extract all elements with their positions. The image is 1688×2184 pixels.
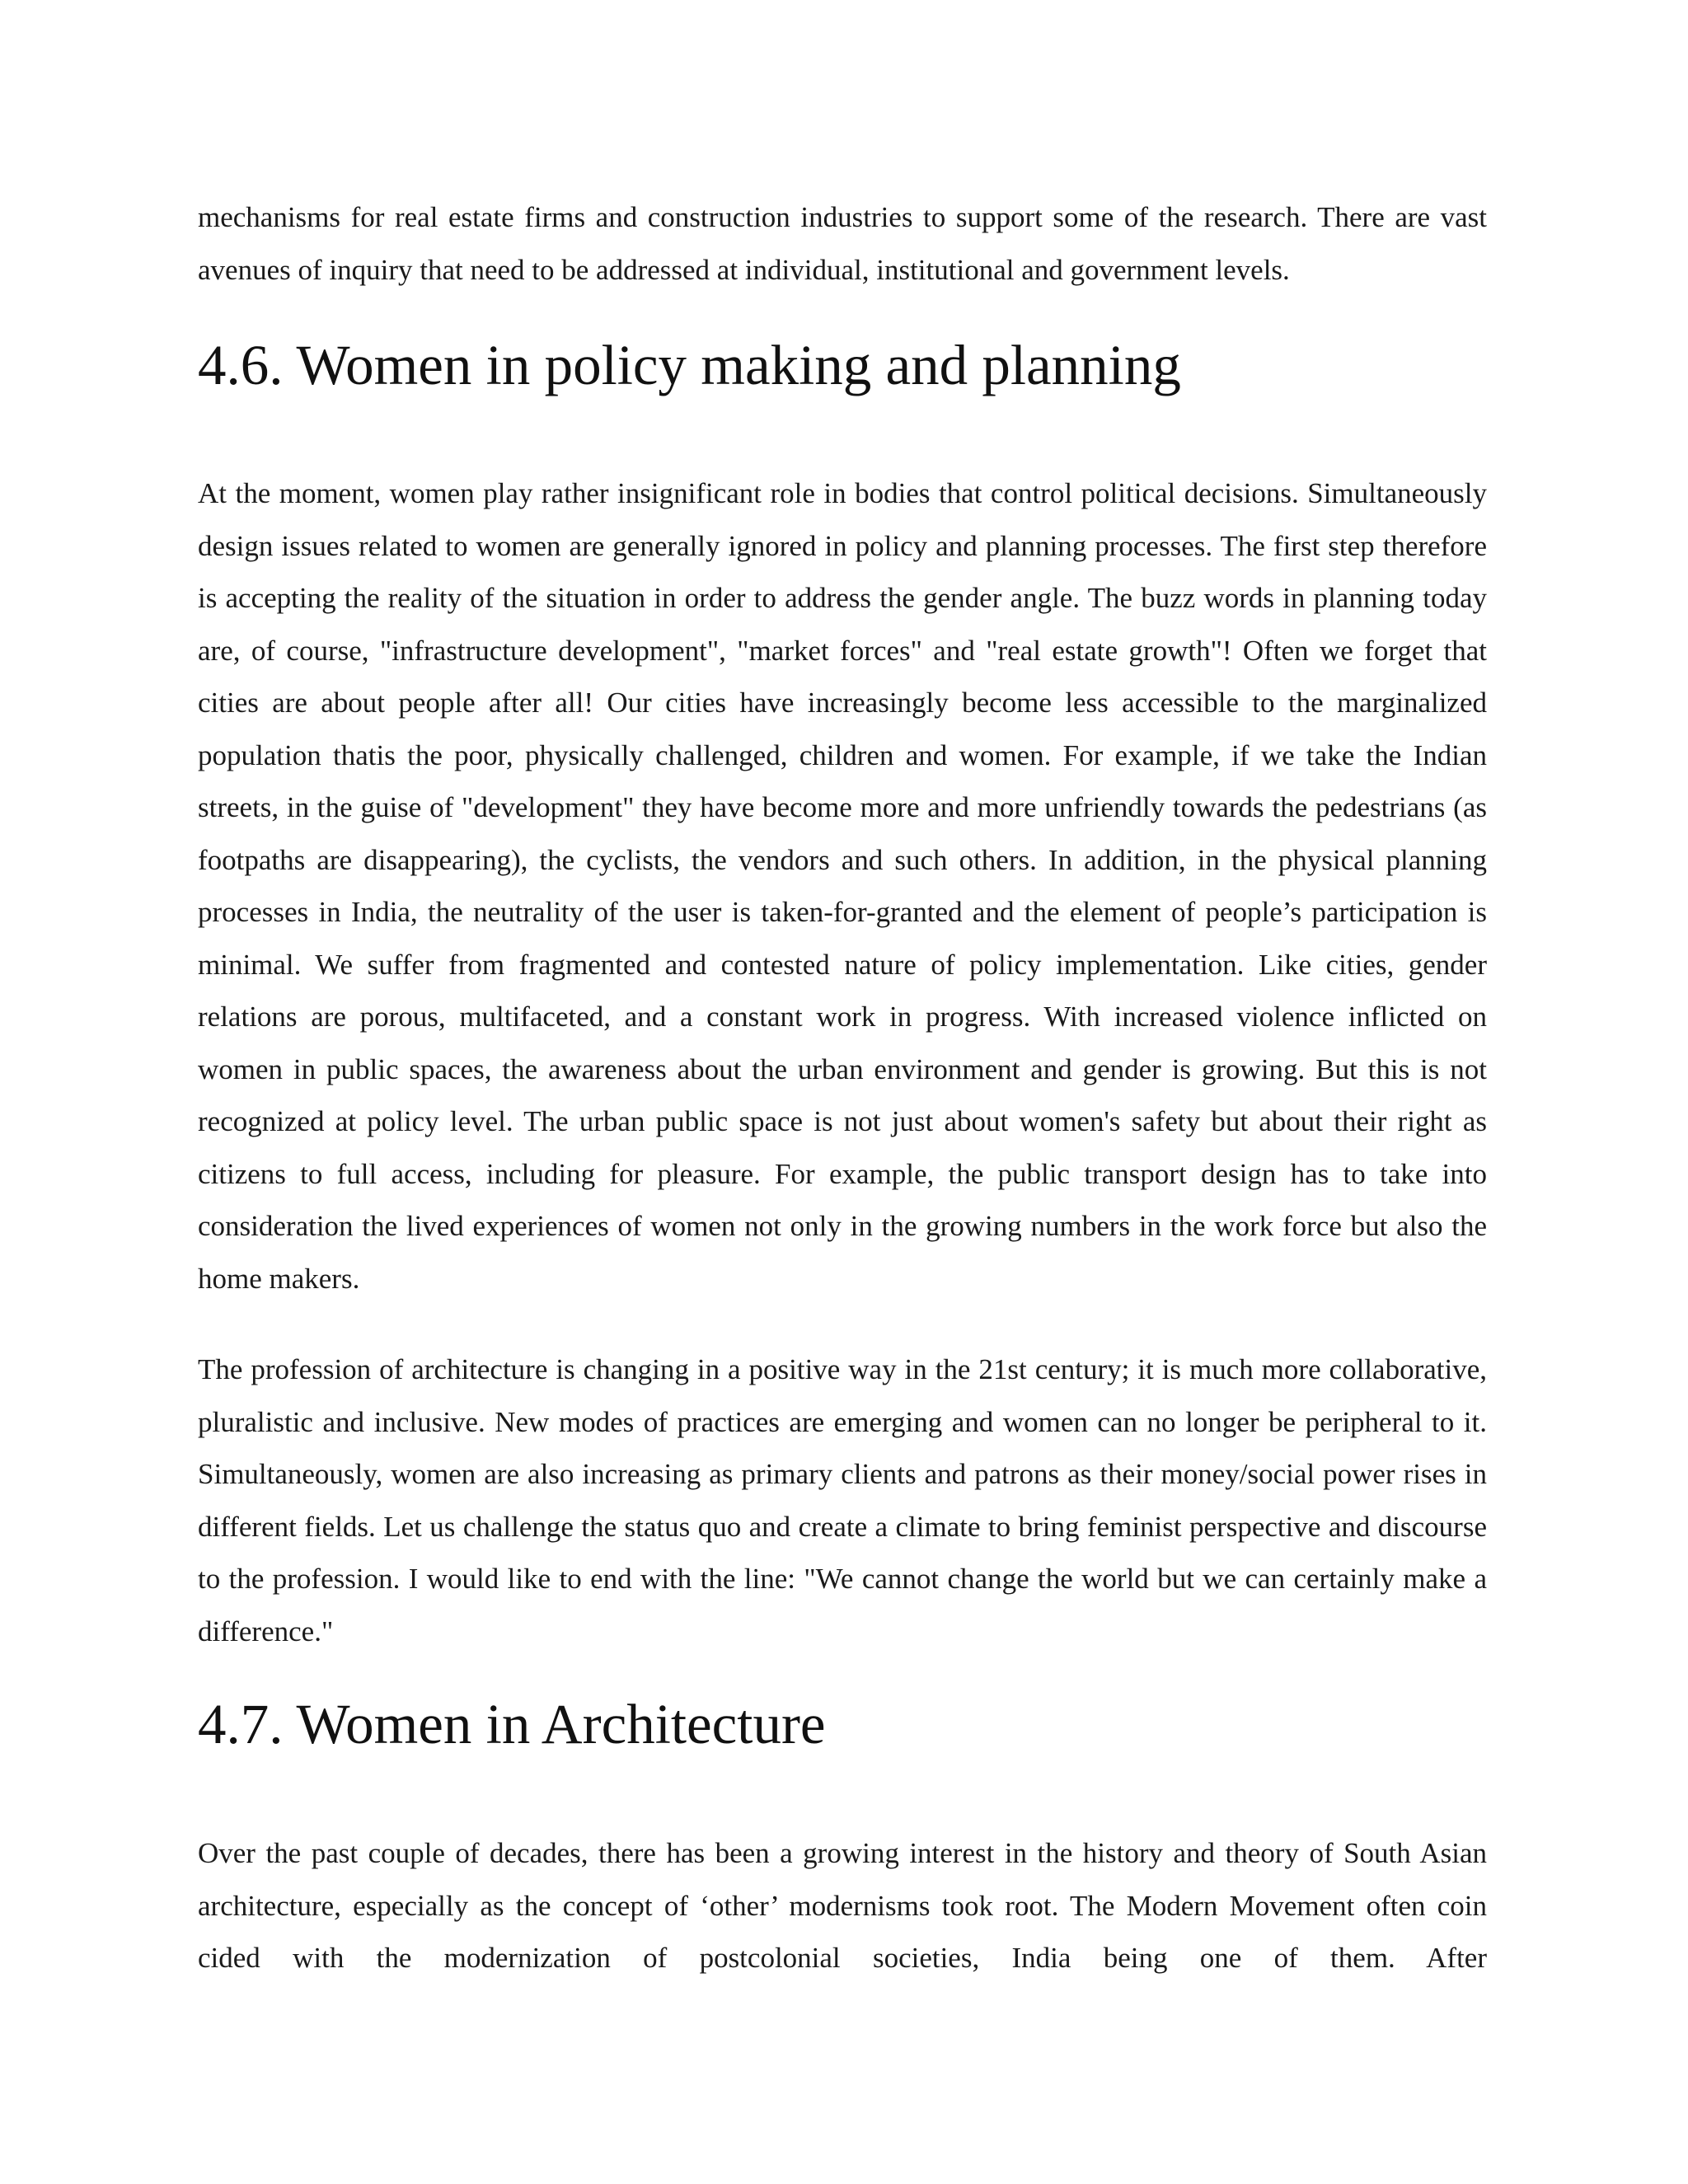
document-page [198, 191, 1487, 1985]
section-4-7-paragraph-1: Over the past couple of decades, there has been a growing interest in the history and theory of South Asian architecture, especially as the concept of ‘other’ modernisms took root. The Modern Movement often coin cided with the modernization of postcolonial societies, India being one of them. After [198, 1837, 1487, 1974]
section-heading-4-6: 4.6. Women in policy making and planning [198, 334, 1181, 396]
intro-paragraph: mechanisms for real estate firms and construction industries to support some of the research. There are vast avenues of inquiry that need to be addressed at individual, institutional and government levels. [198, 201, 1487, 286]
section-4-6-paragraph-1: At the moment, women play rather insignificant role in bodies that control political decisions. Simultaneously design issues related to women are generally ignored in policy and planning processes. The first step therefore is accepting the reality of the situation in order to address the gender angle. The buzz words in planning today are, of course, "infrastructure development", "market forces" and "real estate growth"! Often we forget that cities are about people after all! Our cities have increasingly become less accessible to the marginalized population thatis the poor, physically challenged, children and women. For example, if we take the Indian streets, in the guise of "development" they have become more and more unfriendly towards the pedestrians (as footpaths are disappearing), the cyclists, the vendors and such others. In addition, in the physical planning processes in India, the neutrality of the user is taken-for-granted and the element of people’s participation is minimal. We suffer from fragmented and contested nature of policy implementation. Like cities, gender relations are porous, multifaceted, and a constant work in progress. With increased violence inflicted on women in public spaces, the awareness about the urban environment and gender is growing. But this is not recognized at policy level. The urban public space is not just about women's safety but about their right as citizens to full access, including for pleasure. For example, the public transport design has to take into consideration the lived experiences of women not only in the growing numbers in the work force but also the home makers. [198, 477, 1487, 1295]
section-4-6-paragraph-2: The profession of architecture is changing in a positive way in the 21st century; it is much more collaborative, pluralistic and inclusive. New modes of practices are emerging and women can no longer be peripheral to it. Simultaneously, women are also increasing as primary clients and patrons as their money/social power rises in different fields. Let us challenge the status quo and create a climate to bring feminist perspective and discourse to the profession. I would like to end with the line: "We cannot change the world but we can certainly make a difference." [198, 1353, 1487, 1647]
section-heading-4-7: 4.7. Women in Architecture [198, 1693, 826, 1755]
